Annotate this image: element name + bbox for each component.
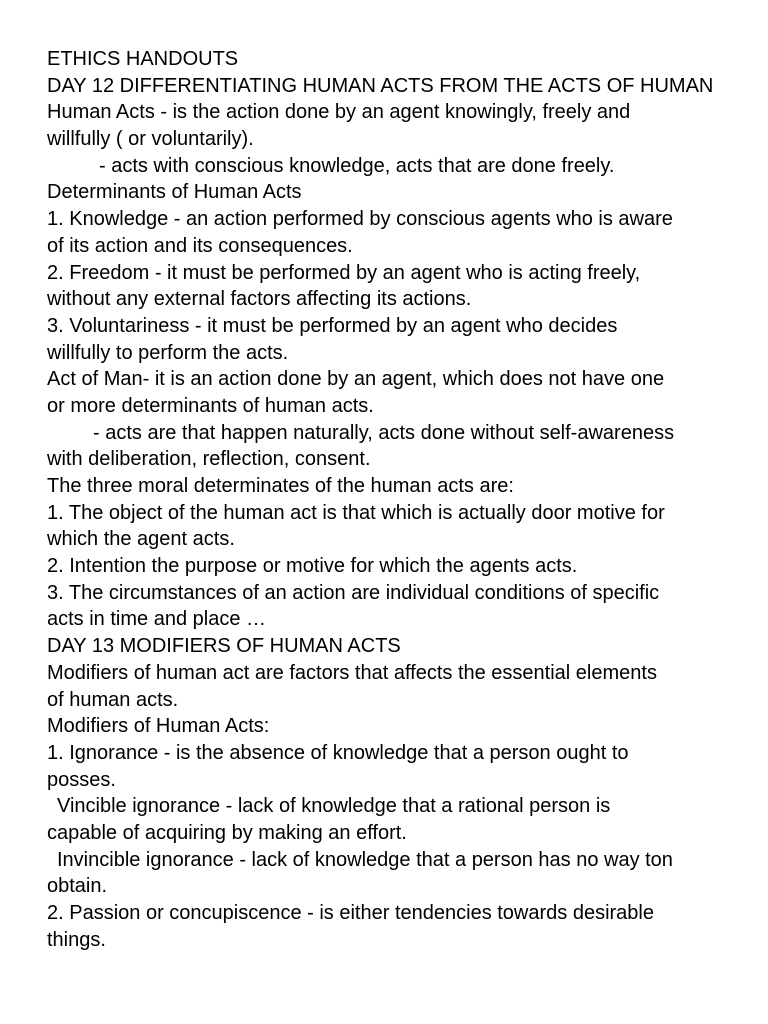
text-line: posses. — [47, 768, 116, 791]
text-line: of its action and its consequences. — [47, 234, 353, 257]
text-line: The three moral determinates of the human acts are: — [47, 475, 514, 497]
text-line: acts in time and place … — [47, 608, 266, 631]
text-line: 3. The circumstances of an action are individual conditions of specific — [47, 581, 660, 604]
text-line: Human Acts - is the action done by an agent knowingly, freely and — [47, 101, 631, 124]
text-line: capable of acquiring by making an effort. — [47, 821, 407, 844]
section-heading: Modifiers of Human Acts: — [47, 715, 270, 738]
text-line: Invincible ignorance - lack of knowledge that a person has no way ton — [57, 848, 673, 871]
text-line: Vincible ignorance - lack of knowledge that a rational person is — [57, 795, 611, 818]
text-line: of human acts. — [47, 688, 179, 711]
text-line: obtain. — [47, 875, 108, 898]
text-line: things. — [47, 928, 106, 951]
text-line: 2. Intention the purpose or motive for which the agents acts. — [47, 555, 578, 578]
text-line: willfully to perform the acts. — [47, 341, 289, 364]
text-line: 1. The object of the human act is that which is actually door motive for — [47, 501, 665, 524]
doc-title: ETHICS HANDOUTS — [47, 48, 239, 70]
text-line: - acts with conscious knowledge, acts that are done freely. — [99, 154, 615, 177]
day13-heading: DAY 13 MODIFIERS OF HUMAN ACTS — [47, 635, 401, 658]
day12-heading: DAY 12 DIFFERENTIATING HUMAN ACTS FROM THE ACTS OF HUMAN — [47, 74, 714, 97]
text-line: Modifiers of human act are factors that affects the essential elements — [47, 661, 657, 684]
text-line: 1. Ignorance - is the absence of knowledge that a person ought to — [47, 741, 629, 764]
text-line: or more determinants of human acts. — [47, 394, 374, 417]
section-heading: Determinants of Human Acts — [47, 181, 302, 204]
text-line: which the agent acts. — [47, 528, 235, 551]
text-line: - acts are that happen naturally, acts done without self-awareness — [93, 421, 675, 444]
text-line: 3. Voluntariness - it must be performed by an agent who decides — [47, 314, 618, 337]
text-line: willfully ( or voluntarily). — [47, 128, 254, 151]
text-line: 2. Freedom - it must be performed by an agent who is acting freely, — [47, 261, 641, 284]
document-body — [47, 46, 747, 953]
text-line: 2. Passion or concupiscence - is either tendencies towards desirable — [47, 902, 654, 924]
text-line: 1. Knowledge - an action performed by conscious agents who is aware — [47, 208, 673, 231]
text-line: without any external factors affecting its actions. — [47, 288, 472, 311]
text-line: Act of Man- it is an action done by an agent, which does not have one — [47, 368, 665, 391]
text-line: with deliberation, reflection, consent. — [47, 448, 371, 471]
